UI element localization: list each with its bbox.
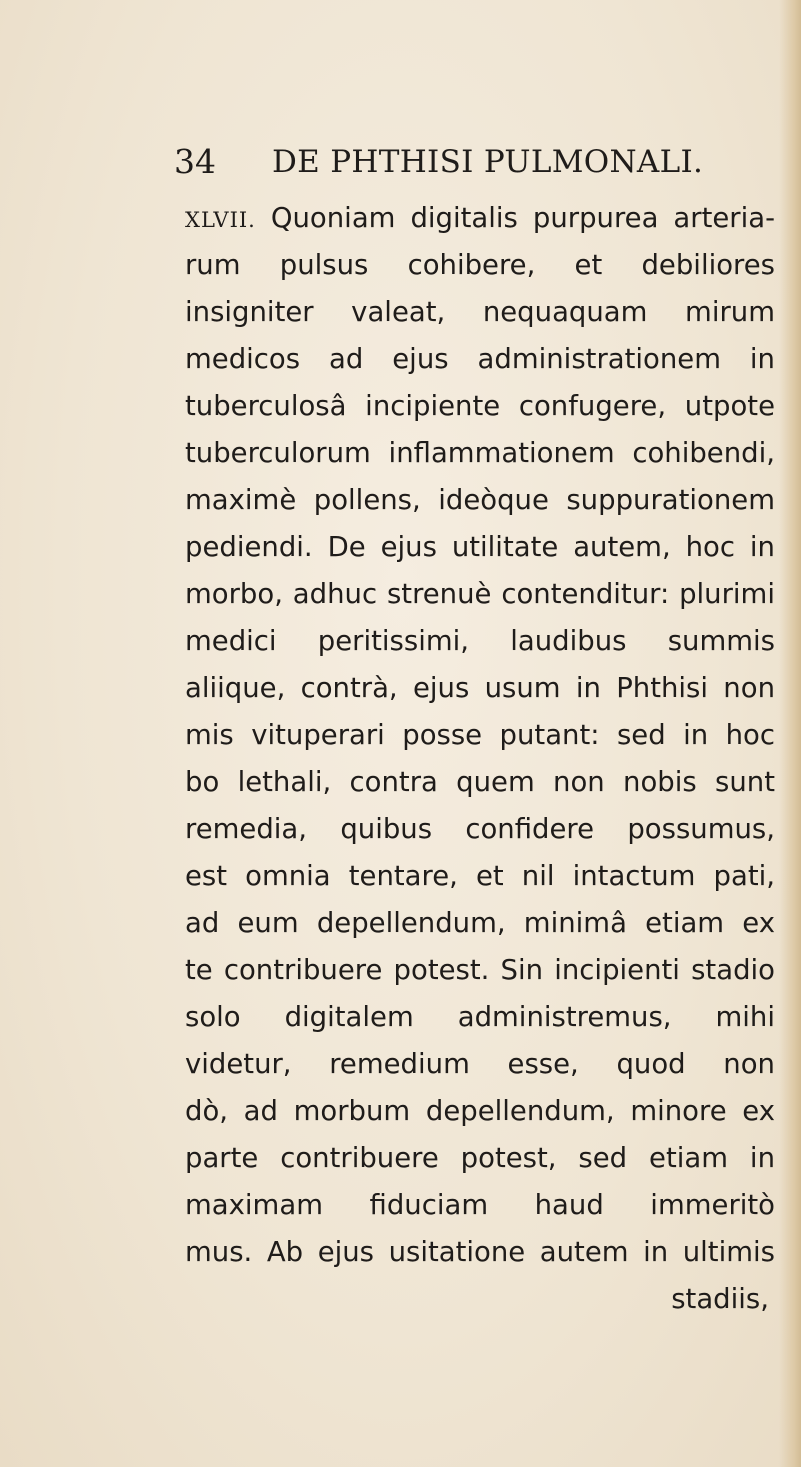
text-line: XLVII. Quoniam digitalis purpurea arteria- — [185, 202, 775, 234]
text-line: parte contribuere potest, sed etiam in — [185, 1142, 775, 1174]
text-line: medici peritissimi, laudibus summis — [185, 625, 775, 657]
text-line: est omnia tentare, et nil intactum pati, — [185, 860, 775, 892]
text-line: tuberculosâ incipiente confugere, utpote — [185, 390, 775, 422]
page-edge-shadow — [779, 0, 801, 1467]
text-line: medicos ad ejus administrationem in — [185, 343, 775, 375]
text-line: videtur, remedium esse, quod non — [185, 1048, 775, 1080]
text-line: remedia, quibus confidere possumus, — [185, 813, 775, 845]
text-line: morbo, adhuc strenuè contenditur: plurimi — [185, 578, 775, 610]
text-line: rum pulsus cohibere, et debiliores — [185, 249, 775, 281]
text-line: mus. Ab ejus usitatione autem in ultimis — [185, 1236, 775, 1268]
text-line: maximè pollens, ideòque suppurationem — [185, 484, 775, 516]
page-number: 34 — [174, 142, 216, 181]
section-number: XLVII. — [185, 208, 256, 232]
page-header — [160, 140, 720, 190]
body-text — [185, 195, 775, 1323]
text-line: dò, ad morbum depellendum, minore ex — [185, 1095, 775, 1127]
text-line: solo digitalem administremus, mihi — [185, 1001, 775, 1033]
running-head: DE PHTHISI PULMONALI. — [272, 144, 704, 180]
catchword: stadiis, — [671, 1283, 769, 1315]
text-line: tuberculorum inflammationem cohibendi, — [185, 437, 775, 469]
text-line: aliique, contrà, ejus usum in Phthisi non — [185, 672, 775, 704]
text-line: ad eum depellendum, minimâ etiam ex — [185, 907, 775, 939]
text-line: insigniter valeat, nequaquam mirum — [185, 296, 775, 328]
text-line: te contribuere potest. Sin incipienti stadio — [185, 954, 775, 986]
text-line: mis vituperari posse putant: sed in hoc — [185, 719, 775, 751]
text-line: bo lethali, contra quem non nobis sunt — [185, 766, 775, 798]
text-line: maximam fiduciam haud immeritò — [185, 1189, 775, 1221]
text-line: pediendi. De ejus utilitate autem, hoc in — [185, 531, 775, 563]
